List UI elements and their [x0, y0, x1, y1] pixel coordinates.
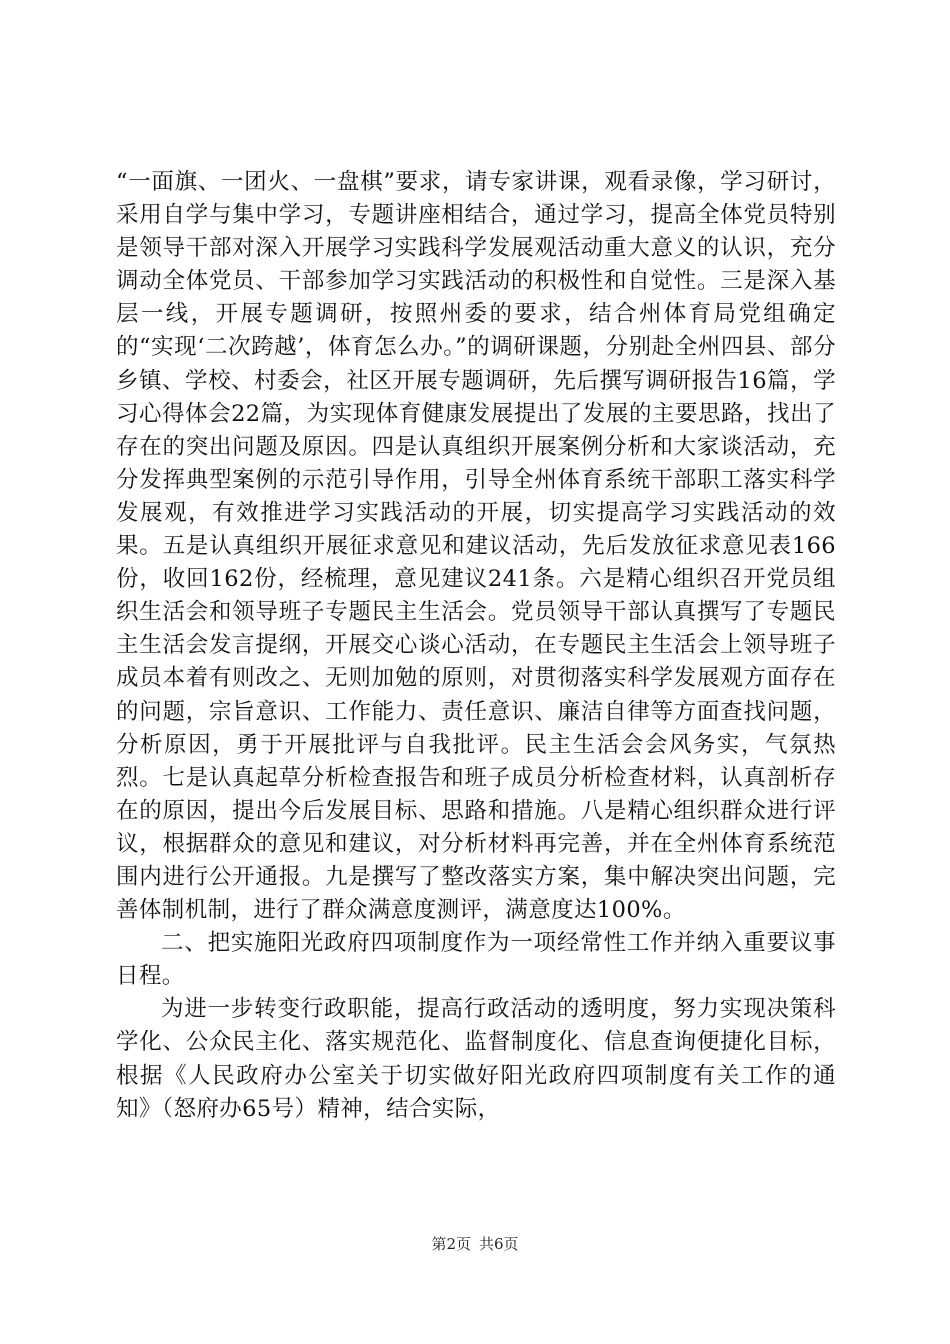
page-total: 共6页	[479, 1235, 519, 1253]
paragraph-activities: “一面旗、一团火、一盘棋”要求，请专家讲课，观看录像，学习研讨，采用自学与集中学习，专题讲座相结合，通过学习，提高全体党员特别是领导干部对深入开展学习实践科学发展观活动重大意义的认识，充分调动全体党员、干部参加学习实践活动的积极性和自觉性。三是深入基层一线，开展专题调研，按照州委的要求，结合州体育局党组确定的“实现‘二次跨越’，体育怎么办。”的调研课题，分别赴全州四县、部分乡镇、学校、村委会，社区开展专题调研，先后撰写调研报告16篇，学习心得体会22篇，为实现体育健康发展提出了发展的主要思路，找出了存在的突出问题及原因。四是认真组织开展案例分析和大家谈活动，充分发挥典型案例的示范引导作用，引导全州体育系统干部职工落实科学发展观，有效推进学习实践活动的开展，切实提高学习实践活动的效果。五是认真组织开展征求意见和建议活动，先后发放征求意见表166份，收回162份，经梳理，意见建议241条。六是精心组织召开党员组织生活会和领导班子专题民主生活会。党员领导干部认真撰写了专题民主生活会发言提纲，开展交心谈心活动，在专题民主生活会上领导班子成员本着有则改之、无则加勉的原则，对贯彻落实科学发展观方面存在的问题，宗旨意识、工作能力、责任意识、廉洁自律等方面查找问题，分析原因，勇于开展批评与自我批评。民主生活会会风务实，气氛热烈。七是认真起草分析检查报告和班子成员分析检查材料，认真剖析存在的原因，提出今后发展目标、思路和措施。八是精心组织群众进行评议，根据群众的意见和建议，对分析材料再完善，并在全州体育系统范围内进行公开通报。九是撰写了整改落实方案，集中解决突出问题，完善体制机制，进行了群众满意度测评，满意度达100%。	[116, 169, 836, 924]
page-number: 第2页	[431, 1235, 471, 1253]
document-body	[116, 166, 836, 1126]
paragraph-section-heading: 二、把实施阳光政府四项制度作为一项经常性工作并纳入重要议事日程。	[116, 930, 836, 990]
page-footer	[0, 1234, 950, 1254]
paragraph-sunshine-government: 为进一步转变行政职能，提高行政活动的透明度，努力实现决策科学化、公众民主化、落实规范化、监督制度化、信息查询便捷化目标，根据《人民政府办公室关于切实做好阳光政府四项制度有关工作的通知》（怒府办65号）精神，结合实际，	[116, 996, 836, 1122]
